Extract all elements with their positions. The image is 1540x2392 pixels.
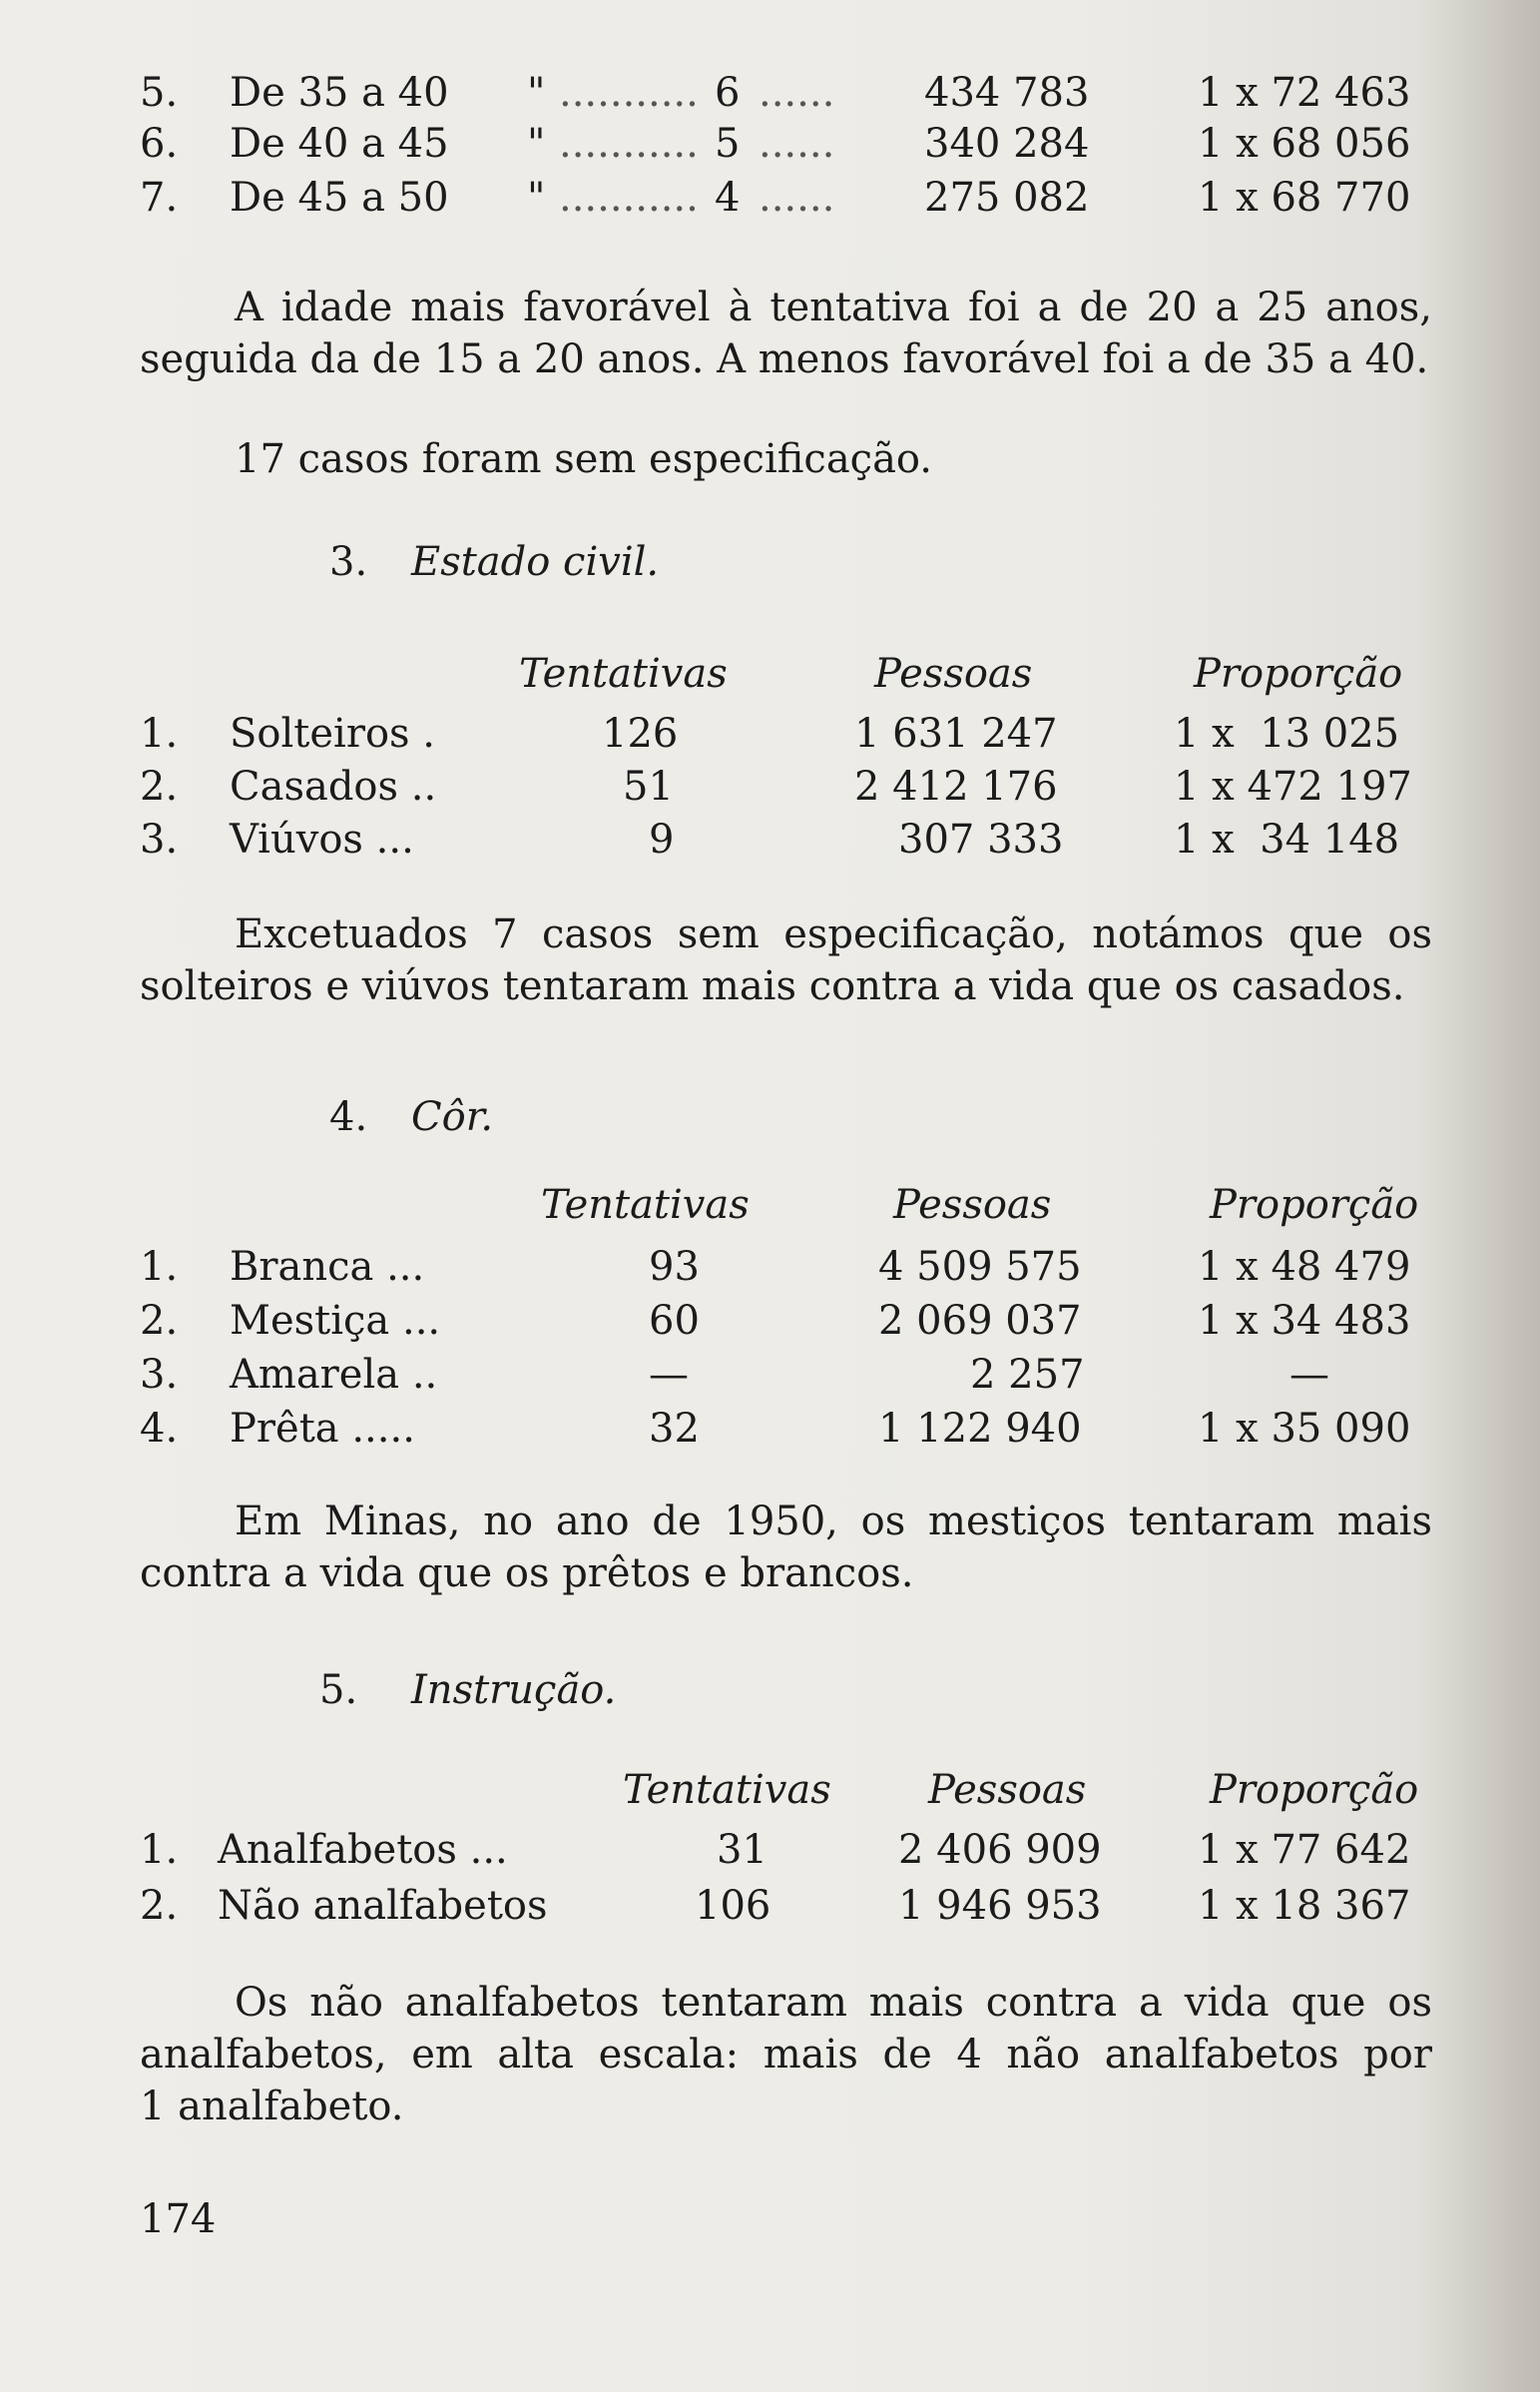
section-number: 3.	[329, 539, 368, 585]
row-tentativas: 9	[649, 817, 675, 863]
paragraph-line: seguida da de 15 a 20 anos. A menos favorável foi a de 35 a 40.	[140, 336, 1429, 382]
age-paragraph	[140, 282, 1432, 385]
row-number: 3.	[140, 1352, 179, 1398]
row-label: Prêta .....	[230, 1406, 415, 1452]
column-header-tentativas: Tentativas	[623, 1767, 831, 1813]
section-title: Côr.	[411, 1094, 494, 1140]
row-leader-dots: ...........	[559, 175, 699, 221]
row-proporcao: 1 x 13 025	[1174, 711, 1400, 757]
row-label: Amarela ..	[230, 1352, 438, 1398]
row-label: De 35 a 40	[230, 70, 449, 116]
column-header-pessoas: Pessoas	[928, 1767, 1087, 1813]
row-leader-dots: ......	[759, 121, 835, 167]
estado-paragraph	[140, 908, 1432, 1012]
row-pessoas: 2 069 037	[878, 1298, 1082, 1344]
paragraph-line: 1 analfabeto.	[140, 2084, 404, 2129]
row-label: Solteiros .	[230, 711, 435, 757]
row-pessoas: 2 257	[970, 1352, 1085, 1398]
column-header-pessoas: Pessoas	[874, 651, 1033, 697]
row-proporcao: 1 x 68 056	[1198, 121, 1411, 167]
column-header-proporcao: Proporção	[1210, 1182, 1419, 1228]
row-proporcao: 1 x 68 770	[1198, 175, 1411, 221]
row-tentativas: 126	[602, 711, 679, 757]
paragraph-line: Os não analfabetos tentaram mais contra a vida que os	[235, 1980, 1432, 2026]
row-label: Mestiça ...	[230, 1298, 441, 1344]
paragraph-line: Em Minas, no ano de 1950, os mestiços tentaram mais	[235, 1498, 1432, 1544]
row-label: De 40 a 45	[230, 121, 449, 167]
instrucao-paragraph	[140, 1977, 1432, 2132]
row-pessoas: 1 122 940	[878, 1406, 1082, 1452]
row-pessoas: 4 509 575	[878, 1244, 1082, 1290]
row-label: Casados ..	[230, 764, 437, 810]
row-tentativas: 60	[649, 1298, 700, 1344]
row-number: 2.	[140, 764, 179, 810]
row-pessoas: 275 082	[924, 175, 1090, 221]
row-label: Viúvos ...	[230, 817, 414, 863]
row-pessoas: 434 783	[924, 70, 1090, 116]
paragraph-line: contra a vida que os prêtos e brancos.	[140, 1550, 914, 1596]
row-number: 3.	[140, 817, 179, 863]
row-mark: "	[527, 175, 546, 221]
row-leader-dots: ...........	[559, 121, 699, 167]
row-pessoas: 340 284	[924, 121, 1090, 167]
row-tentativas: 4	[715, 175, 741, 221]
paragraph-line: analfabetos, em alta escala: mais de 4 não analfabetos por	[140, 2032, 1432, 2078]
column-header-proporcao: Proporção	[1194, 651, 1403, 697]
column-header-tentativas: Tentativas	[519, 651, 728, 697]
section-title: Estado civil.	[411, 539, 660, 585]
row-label: Analfabetos ...	[218, 1827, 508, 1873]
row-number: 6.	[140, 121, 179, 167]
row-pessoas: 2 412 176	[854, 764, 1058, 810]
column-header-proporcao: Proporção	[1210, 1767, 1419, 1813]
column-header-tentativas: Tentativas	[541, 1182, 750, 1228]
row-proporcao: 1 x 48 479	[1198, 1244, 1411, 1290]
row-tentativas: 5	[715, 121, 741, 167]
row-pessoas: 1 631 247	[854, 711, 1058, 757]
row-number: 7.	[140, 175, 179, 221]
paragraph-line: A idade mais favorável à tentativa foi a de 20 a 25 anos,	[235, 285, 1432, 330]
cor-paragraph	[140, 1495, 1432, 1599]
row-mark: "	[527, 70, 546, 116]
row-label: Não analfabetos	[218, 1883, 548, 1929]
column-header-pessoas: Pessoas	[893, 1182, 1052, 1228]
age-note	[140, 433, 1432, 485]
row-proporcao: 1 x 18 367	[1198, 1883, 1411, 1929]
section-number: 5.	[319, 1667, 358, 1713]
section-number: 4.	[329, 1094, 368, 1140]
row-proporcao: 1 x 72 463	[1198, 70, 1411, 116]
row-proporcao: 1 x 35 090	[1198, 1406, 1411, 1452]
row-tentativas: 93	[649, 1244, 700, 1290]
row-tentativas: 6	[715, 70, 741, 116]
row-tentativas: 31	[717, 1827, 768, 1873]
row-mark: "	[527, 121, 546, 167]
row-label: Branca ...	[230, 1244, 425, 1290]
paragraph-line: Excetuados 7 casos sem especificação, notámos que os	[235, 911, 1432, 957]
row-number: 2.	[140, 1883, 179, 1929]
row-number: 2.	[140, 1298, 179, 1344]
row-number: 1.	[140, 1827, 179, 1873]
row-number: 1.	[140, 1244, 179, 1290]
row-proporcao: 1 x 472 197	[1174, 764, 1412, 810]
row-number: 4.	[140, 1406, 179, 1452]
row-tentativas: 32	[649, 1406, 700, 1452]
row-leader-dots: ......	[759, 175, 835, 221]
paragraph-line: 17 casos foram sem especificação.	[235, 436, 933, 482]
row-number: 1.	[140, 711, 179, 757]
row-proporcao: 1 x 34 148	[1174, 817, 1400, 863]
row-proporcao: 1 x 77 642	[1198, 1827, 1411, 1873]
row-label: De 45 a 50	[230, 175, 449, 221]
row-proporcao: 1 x 34 483	[1198, 1298, 1411, 1344]
row-proporcao: —	[1289, 1352, 1329, 1398]
row-leader-dots: ......	[759, 70, 835, 116]
row-tentativas: 106	[695, 1883, 771, 1929]
row-pessoas: 2 406 909	[898, 1827, 1102, 1873]
row-tentativas: —	[649, 1352, 689, 1398]
row-leader-dots: ...........	[559, 70, 699, 116]
row-tentativas: 51	[623, 764, 674, 810]
row-number: 5.	[140, 70, 179, 116]
row-pessoas: 307 333	[898, 817, 1064, 863]
row-pessoas: 1 946 953	[898, 1883, 1102, 1929]
section-title: Instrução.	[411, 1667, 617, 1713]
paragraph-line: solteiros e viúvos tentaram mais contra a vida que os casados.	[140, 963, 1405, 1009]
page-number: 174	[140, 2196, 217, 2242]
